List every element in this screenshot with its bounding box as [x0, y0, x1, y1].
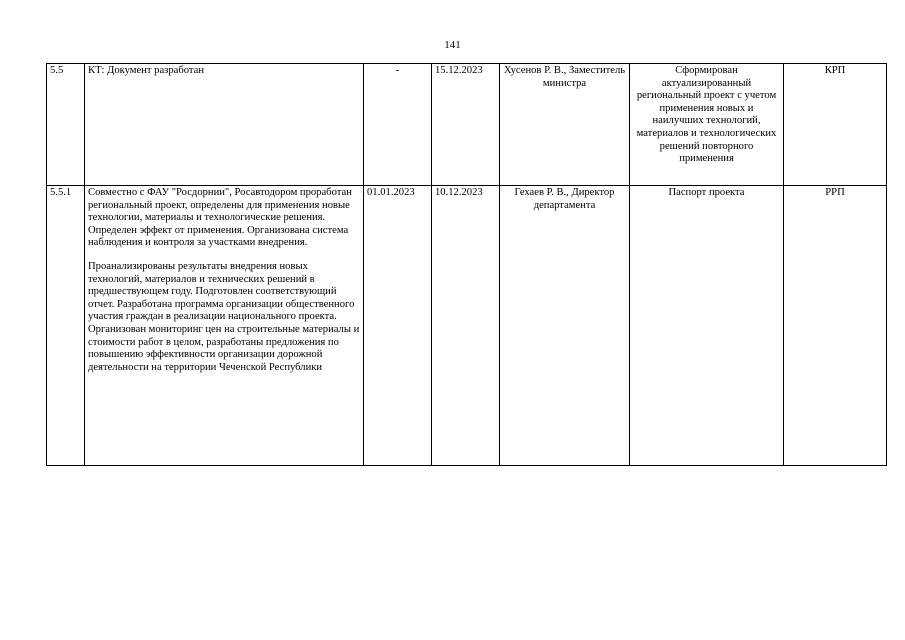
responsible-cell: Гехаев Р. В., Директор департамента [500, 186, 630, 466]
table-row [47, 64, 887, 186]
item-text-paragraph: Проанализированы результаты внедрения новых технологий, материалов и технических решений в предшествующем году. Подготовлен соответствующий отчет. Разработана программа организации общественного участия граждан в реализации национального проекта. Организован мониторинг цен на строительные материалы и стоимости работ в целом, разработаны предложения по повышению эффективности организации дорожной деятельности на территории Чеченской Республики [88, 260, 360, 373]
control-type-cell: РРП [784, 186, 887, 466]
end-date-cell: 15.12.2023 [432, 64, 500, 186]
start-date-cell: 01.01.2023 [364, 186, 432, 466]
item-number-cell: 5.5.1 [47, 186, 85, 466]
end-date-cell: 10.12.2023 [432, 186, 500, 466]
responsible-cell: Хусенов Р. В., Заместитель министра [500, 64, 630, 186]
page-number: 141 [444, 39, 461, 51]
plan-table [46, 63, 887, 466]
item-text-cell [85, 64, 364, 186]
item-text-paragraph: КТ: Документ разработан [88, 65, 205, 76]
start-date-cell: - [364, 64, 432, 186]
control-type-cell: КРП [784, 64, 887, 186]
result-cell: Сформирован актуализированный региональный проект с учетом применения новых и наилучших технологий, материалов и технологических решений повторного применения [630, 64, 784, 186]
result-cell: Паспорт проекта [630, 186, 784, 466]
item-number-cell: 5.5 [47, 64, 85, 186]
item-text-paragraph: Совместно с ФАУ "Росдорнии", Росавтодором проработан региональный проект, определены для применения новые технологии, материалы и технологические решения. Определен эффект от применения. Организована система наблюдения и контроля за участками внедрения. [88, 187, 352, 249]
table-row [47, 186, 887, 466]
item-text-cell [85, 186, 364, 466]
